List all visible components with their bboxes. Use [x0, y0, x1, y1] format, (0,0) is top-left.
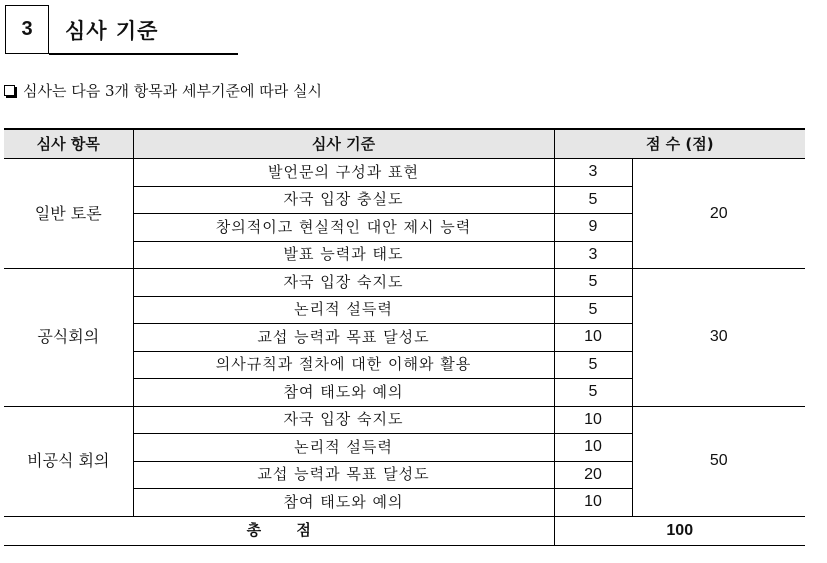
table-row	[4, 269, 805, 297]
section-underline	[49, 53, 238, 55]
criteria-cell: 자국 입장 충실도	[133, 186, 554, 214]
score-cell: 9	[554, 214, 632, 242]
criteria-cell: 논리적 설득력	[133, 434, 554, 462]
header-criteria: 심사 기준	[133, 129, 554, 159]
intro-line	[4, 80, 322, 101]
header-item: 심사 항목	[4, 129, 133, 159]
score-cell: 10	[554, 406, 632, 434]
table-row	[4, 159, 805, 187]
criteria-table	[4, 128, 805, 546]
criteria-cell: 교섭 능력과 목표 달성도	[133, 461, 554, 489]
table-header-row	[4, 129, 805, 159]
score-cell: 3	[554, 241, 632, 269]
item-cell: 일반 토론	[4, 159, 133, 269]
total-score-cell: 100	[554, 516, 805, 545]
criteria-cell: 의사규칙과 절차에 대한 이해와 활용	[133, 351, 554, 379]
criteria-cell: 발표 능력과 태도	[133, 241, 554, 269]
score-cell: 5	[554, 269, 632, 297]
total-row	[4, 516, 805, 545]
group-total-cell: 20	[632, 159, 805, 269]
checkbox-bullet-icon	[4, 85, 15, 96]
group-total-cell: 50	[632, 406, 805, 516]
criteria-cell: 논리적 설득력	[133, 296, 554, 324]
criteria-cell: 참여 태도와 예의	[133, 489, 554, 517]
score-cell: 5	[554, 296, 632, 324]
intro-text: 심사는 다음 3개 항목과 세부기준에 따라 실시	[23, 82, 322, 100]
score-cell: 5	[554, 379, 632, 407]
section-number: 3	[5, 5, 49, 54]
group-total-cell: 30	[632, 269, 805, 407]
section-header	[5, 5, 238, 56]
score-cell: 20	[554, 461, 632, 489]
section-title: 심사 기준	[65, 19, 159, 43]
criteria-cell: 참여 태도와 예의	[133, 379, 554, 407]
criteria-cell: 교섭 능력과 목표 달성도	[133, 324, 554, 352]
criteria-cell: 창의적이고 현실적인 대안 제시 능력	[133, 214, 554, 242]
score-cell: 5	[554, 351, 632, 379]
criteria-cell: 자국 입장 숙지도	[133, 269, 554, 297]
item-cell: 공식회의	[4, 269, 133, 407]
header-score: 점 수 (점)	[554, 129, 805, 159]
score-cell: 10	[554, 434, 632, 462]
score-cell: 5	[554, 186, 632, 214]
score-cell: 3	[554, 159, 632, 187]
item-cell: 비공식 회의	[4, 406, 133, 516]
total-label-cell	[4, 516, 554, 545]
total-label: 총 점	[246, 521, 311, 539]
table-row	[4, 406, 805, 434]
criteria-cell: 자국 입장 숙지도	[133, 406, 554, 434]
score-cell: 10	[554, 489, 632, 517]
criteria-cell: 발언문의 구성과 표현	[133, 159, 554, 187]
score-cell: 10	[554, 324, 632, 352]
